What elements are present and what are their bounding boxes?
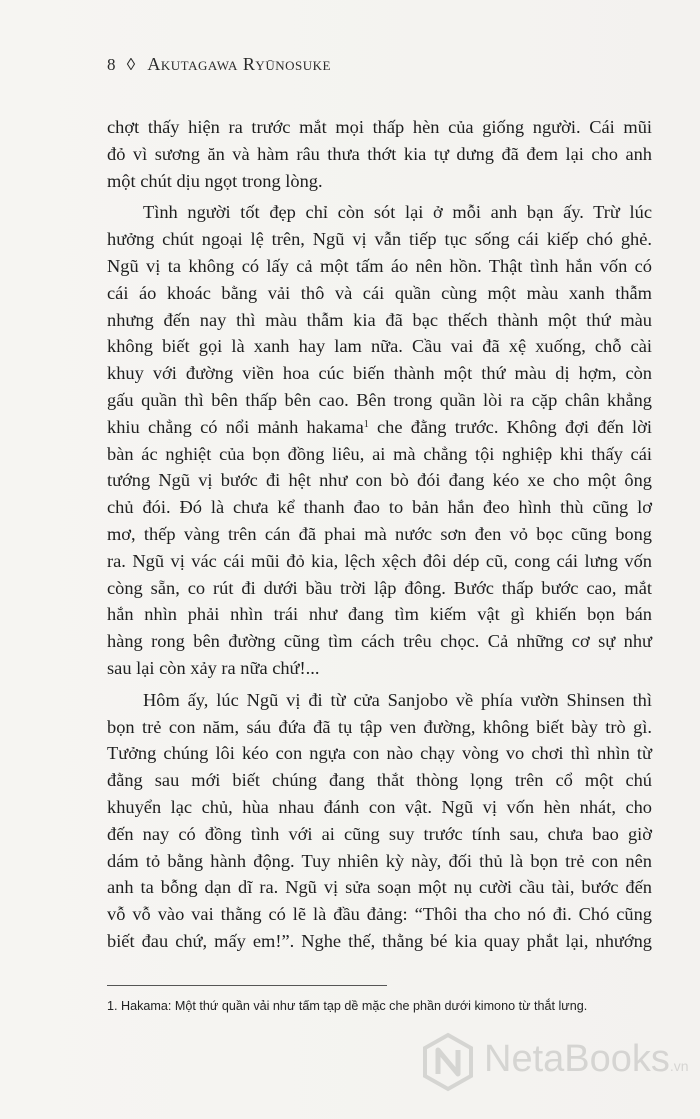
text-segment: khiu chẳng có nổi mảnh hakama xyxy=(107,416,364,437)
footnote-reference[interactable]: 1 xyxy=(363,418,369,430)
text-segment: che đằng trước. Không đợi đến lời xyxy=(368,416,652,437)
text-line: không biết gọi là xanh hay lam nữa. Cầu vai đã xệ xuống, chỗ cài xyxy=(107,336,652,357)
text-line: đỏ vì sương ăn và hàm râu thưa thớt kia tự dưng đã đem lại cho anh xyxy=(107,143,652,164)
text-line: vỗ vỗ vào vai thằng có lẽ là đầu đảng: “Thôi tha cho nó đi. Chó cũng xyxy=(107,904,652,925)
text-line: hắn nhìn phải nhìn trái như đang tìm kiếm vật gì khiến bọn bán xyxy=(107,604,652,625)
text-line: bàn ác nghiệt của bọn đồng liêu, ai mà chẳng tội nghiệp khi thấy cái xyxy=(107,443,652,464)
text-line: Tình người tốt đẹp chỉ còn sót lại ở mỗi anh bạn ấy. Trừ lúc xyxy=(143,202,652,223)
text-line: chủ đói. Đó là chưa kể thanh đao to bản hắn đeo hình thù cũng lơ xyxy=(107,497,652,518)
page-number: 8 xyxy=(107,55,116,74)
text-line: ra. Ngũ vị vác cái mũi đỏ kia, lệch xệch đôi dép cũ, cong cái lưng vốn xyxy=(107,550,652,571)
text-line: Tưởng chúng lôi kéo con ngựa con nào chạy vòng vo chơi thì nhìn từ xyxy=(107,743,652,764)
text-line: còng sẵn, co rút đi dưới bầu trời lập đông. Bước thấp bước cao, mắt xyxy=(107,577,652,598)
watermark-brand: NetaBooks xyxy=(484,1038,670,1080)
text-line: đến nay có đồng tình với ai cũng suy trước tính sau, chưa bao giờ xyxy=(107,823,652,844)
body-text xyxy=(107,114,652,955)
text-line: mơ, thếp vàng trên cán đã phai mà nước sơn đen vỏ bọc cũng bong xyxy=(107,523,652,544)
watermark-text xyxy=(484,1038,689,1081)
text-line: đằng sau mới biết chúng đang thắt thòng lọng trên cổ một chú xyxy=(107,770,652,791)
running-header xyxy=(107,54,331,75)
text-line: Hôm ấy, lúc Ngũ vị đi từ cửa Sanjobo về phía vườn Shinsen thì xyxy=(143,689,652,710)
text-line: sau lại còn xảy ra nữa chứ!... xyxy=(107,657,320,678)
text-line: Ngũ vị ta không có lấy cả một tấm áo nên hồn. Thật tình hắn vốn có xyxy=(107,255,652,276)
text-line: tướng Ngũ vị bước đi hệt như con bò đói đang kéo xe cho một ông xyxy=(107,470,652,491)
header-separator: ◊ xyxy=(126,55,136,74)
text-line: nhưng đến nay thì màu thẫm kia đã bạc thếch thành một thứ màu xyxy=(107,309,652,330)
text-line: hàng rong bên đường cũng tìm cách trêu chọc. Cả những cơ sự như xyxy=(107,631,652,652)
text-line-with-footnote xyxy=(107,414,652,441)
text-line: anh ta bỗng dạn dĩ ra. Ngũ vị sửa soạn một nụ cười cầu tài, bước đến xyxy=(107,877,652,898)
text-line: bọn trẻ con năm, sáu đứa đã tụ tập ven đường, không biết bày trò gì. xyxy=(107,716,652,737)
text-line: gấu quần thì bên thấp bên cao. Bên trong quần lòi ra cặp chân khẳng xyxy=(107,389,652,410)
text-line: khuyển lạc chủ, hùa nhau đánh con vật. Ngũ vị vốn hèn nhát, cho xyxy=(107,796,652,817)
text-line: khuy với đường viền hoa cúc biến thành một thứ màu dị hợm, còn xyxy=(107,363,652,384)
text-line: biết đau chứ, mấy em!”. Nghe thế, thằng bé kia quay phắt lại, nhướng xyxy=(107,930,652,951)
footnote: 1. Hakama: Một thứ quần vải như tấm tạp dề mặc che phần dưới kimono từ thắt lưng. xyxy=(107,999,588,1013)
text-line: dám tỏ bằng hành động. Tuy nhiên kỳ này, đối thủ là bọn trẻ con nên xyxy=(107,850,652,871)
text-line: hưởng chút ngoại lệ trên, Ngũ vị vẫn tiếp tục sống cái kiếp chó ghẻ. xyxy=(107,229,652,250)
text-line: một chút dịu ngọt trong lòng. xyxy=(107,170,323,191)
author-name: Akutagawa Ryūnosuke xyxy=(147,54,331,74)
netabooks-logo-icon xyxy=(418,1032,478,1092)
watermark xyxy=(418,1028,693,1100)
footnote-divider xyxy=(107,985,387,986)
watermark-suffix: .vn xyxy=(669,1058,689,1074)
text-line: cái áo khoác bằng vải thô và cái quần cùng một màu xanh thẫm xyxy=(107,282,652,303)
text-line: chợt thấy hiện ra trước mắt mọi thấp hèn của giống người. Cái mũi xyxy=(107,117,652,137)
